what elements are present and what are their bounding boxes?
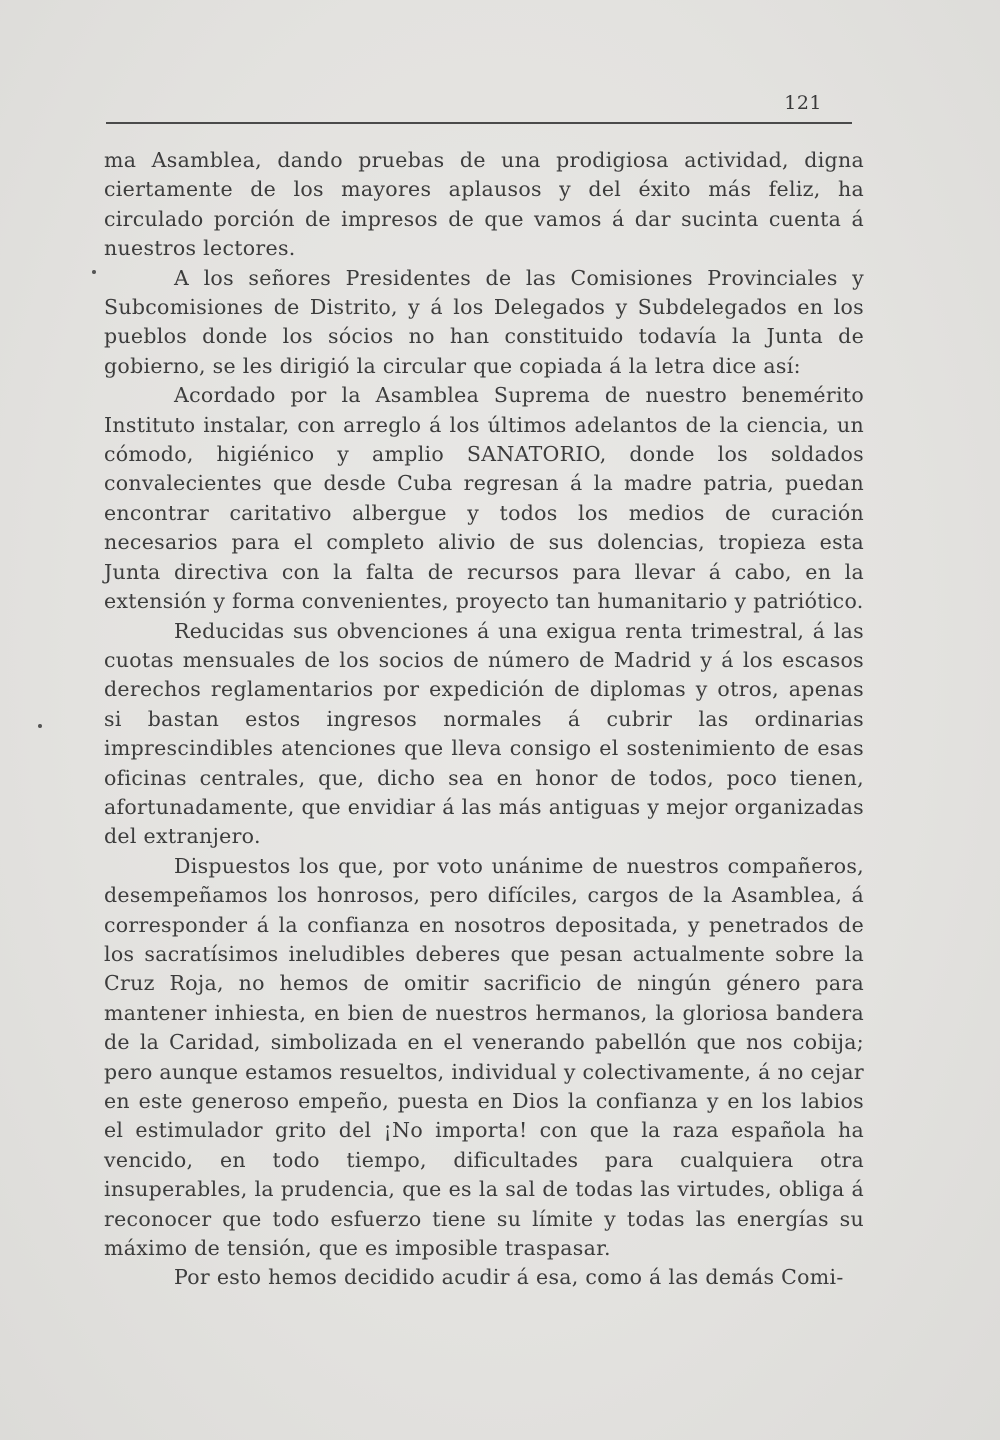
page-number: 121 [784,92,822,114]
body-text [104,146,864,1293]
paragraph: Dispuestos los que, por voto unánime de nuestros compañeros, desempeñamos los honrosos, pero difíciles, cargos de la Asamblea, á corresponder á la confianza en nosotros depositada, y penetrados de los sacratísimos ineludibles deberes que pesan actualmente sobre la Cruz Roja, no hemos de omitir sacrificio de ningún género para mantener inhiesta, en bien de nuestros hermanos, la gloriosa bandera de la Caridad, simbolizada en el venerando pabellón que nos cobija; pero aunque estamos resueltos, individual y colectivamente, á no cejar en este generoso empeño, puesta en Dios la confianza y en los labios el estimulador grito del ¡No importa! con que la raza española ha vencido, en todo tiempo, dificultades para cualquiera otra insuperables, la prudencia, que es la sal de todas las virtudes, obliga á reconocer que todo esfuerzo tiene su límite y todas las energías su máximo de tensión, que es imposible traspasar. [104,853,864,1261]
print-speck [92,270,96,274]
print-speck [38,724,42,728]
paragraph: Acordado por la Asamblea Suprema de nuestro benemérito Instituto instalar, con arreglo á los últimos adelantos de la ciencia, un cómodo, higiénico y amplio SANATORIO, donde los soldados convalecientes que desde Cuba regresan á la madre patria, puedan encontrar caritativo albergue y todos los medios de curación necesarios para el completo alivio de sus dolencias, tropieza esta Junta directiva con la falta de recursos para llevar á cabo, en la extensión y forma convenientes, proyecto tan humanitario y patriótico. [104,383,864,614]
paragraph: ma Asamblea, dando pruebas de una prodigiosa actividad, digna ciertamente de los mayores aplausos y del éxito más feliz, ha circulado porción de impresos de que vamos á dar sucinta cuenta á nuestros lectores. [104,148,864,261]
page-header [106,92,852,124]
paragraph: Por esto hemos decidido acudir á esa, como á las demás Comi- [174,1265,844,1290]
paragraph: A los señores Presidentes de las Comisiones Provinciales y Subcomisiones de Distrito, y á los Delegados y Subdelegados en los pueblos donde los sócios no han constituido todavía la Junta de gobierno, se les dirigió la circular que copiada á la letra dice así: [104,265,864,378]
paragraph: Reducidas sus obvenciones á una exigua renta trimestral, á las cuotas mensuales de los socios de número de Madrid y á los escasos derechos reglamentarios por expedición de diplomas y otros, apenas si bastan estos ingresos normales á cubrir las ordinarias imprescindibles atenciones que lleva consigo el sostenimiento de esas oficinas centrales, que, dicho sea en honor de todos, poco tienen, afortunadamente, que envidiar á las más antiguas y mejor organizadas del extranjero. [104,618,864,849]
